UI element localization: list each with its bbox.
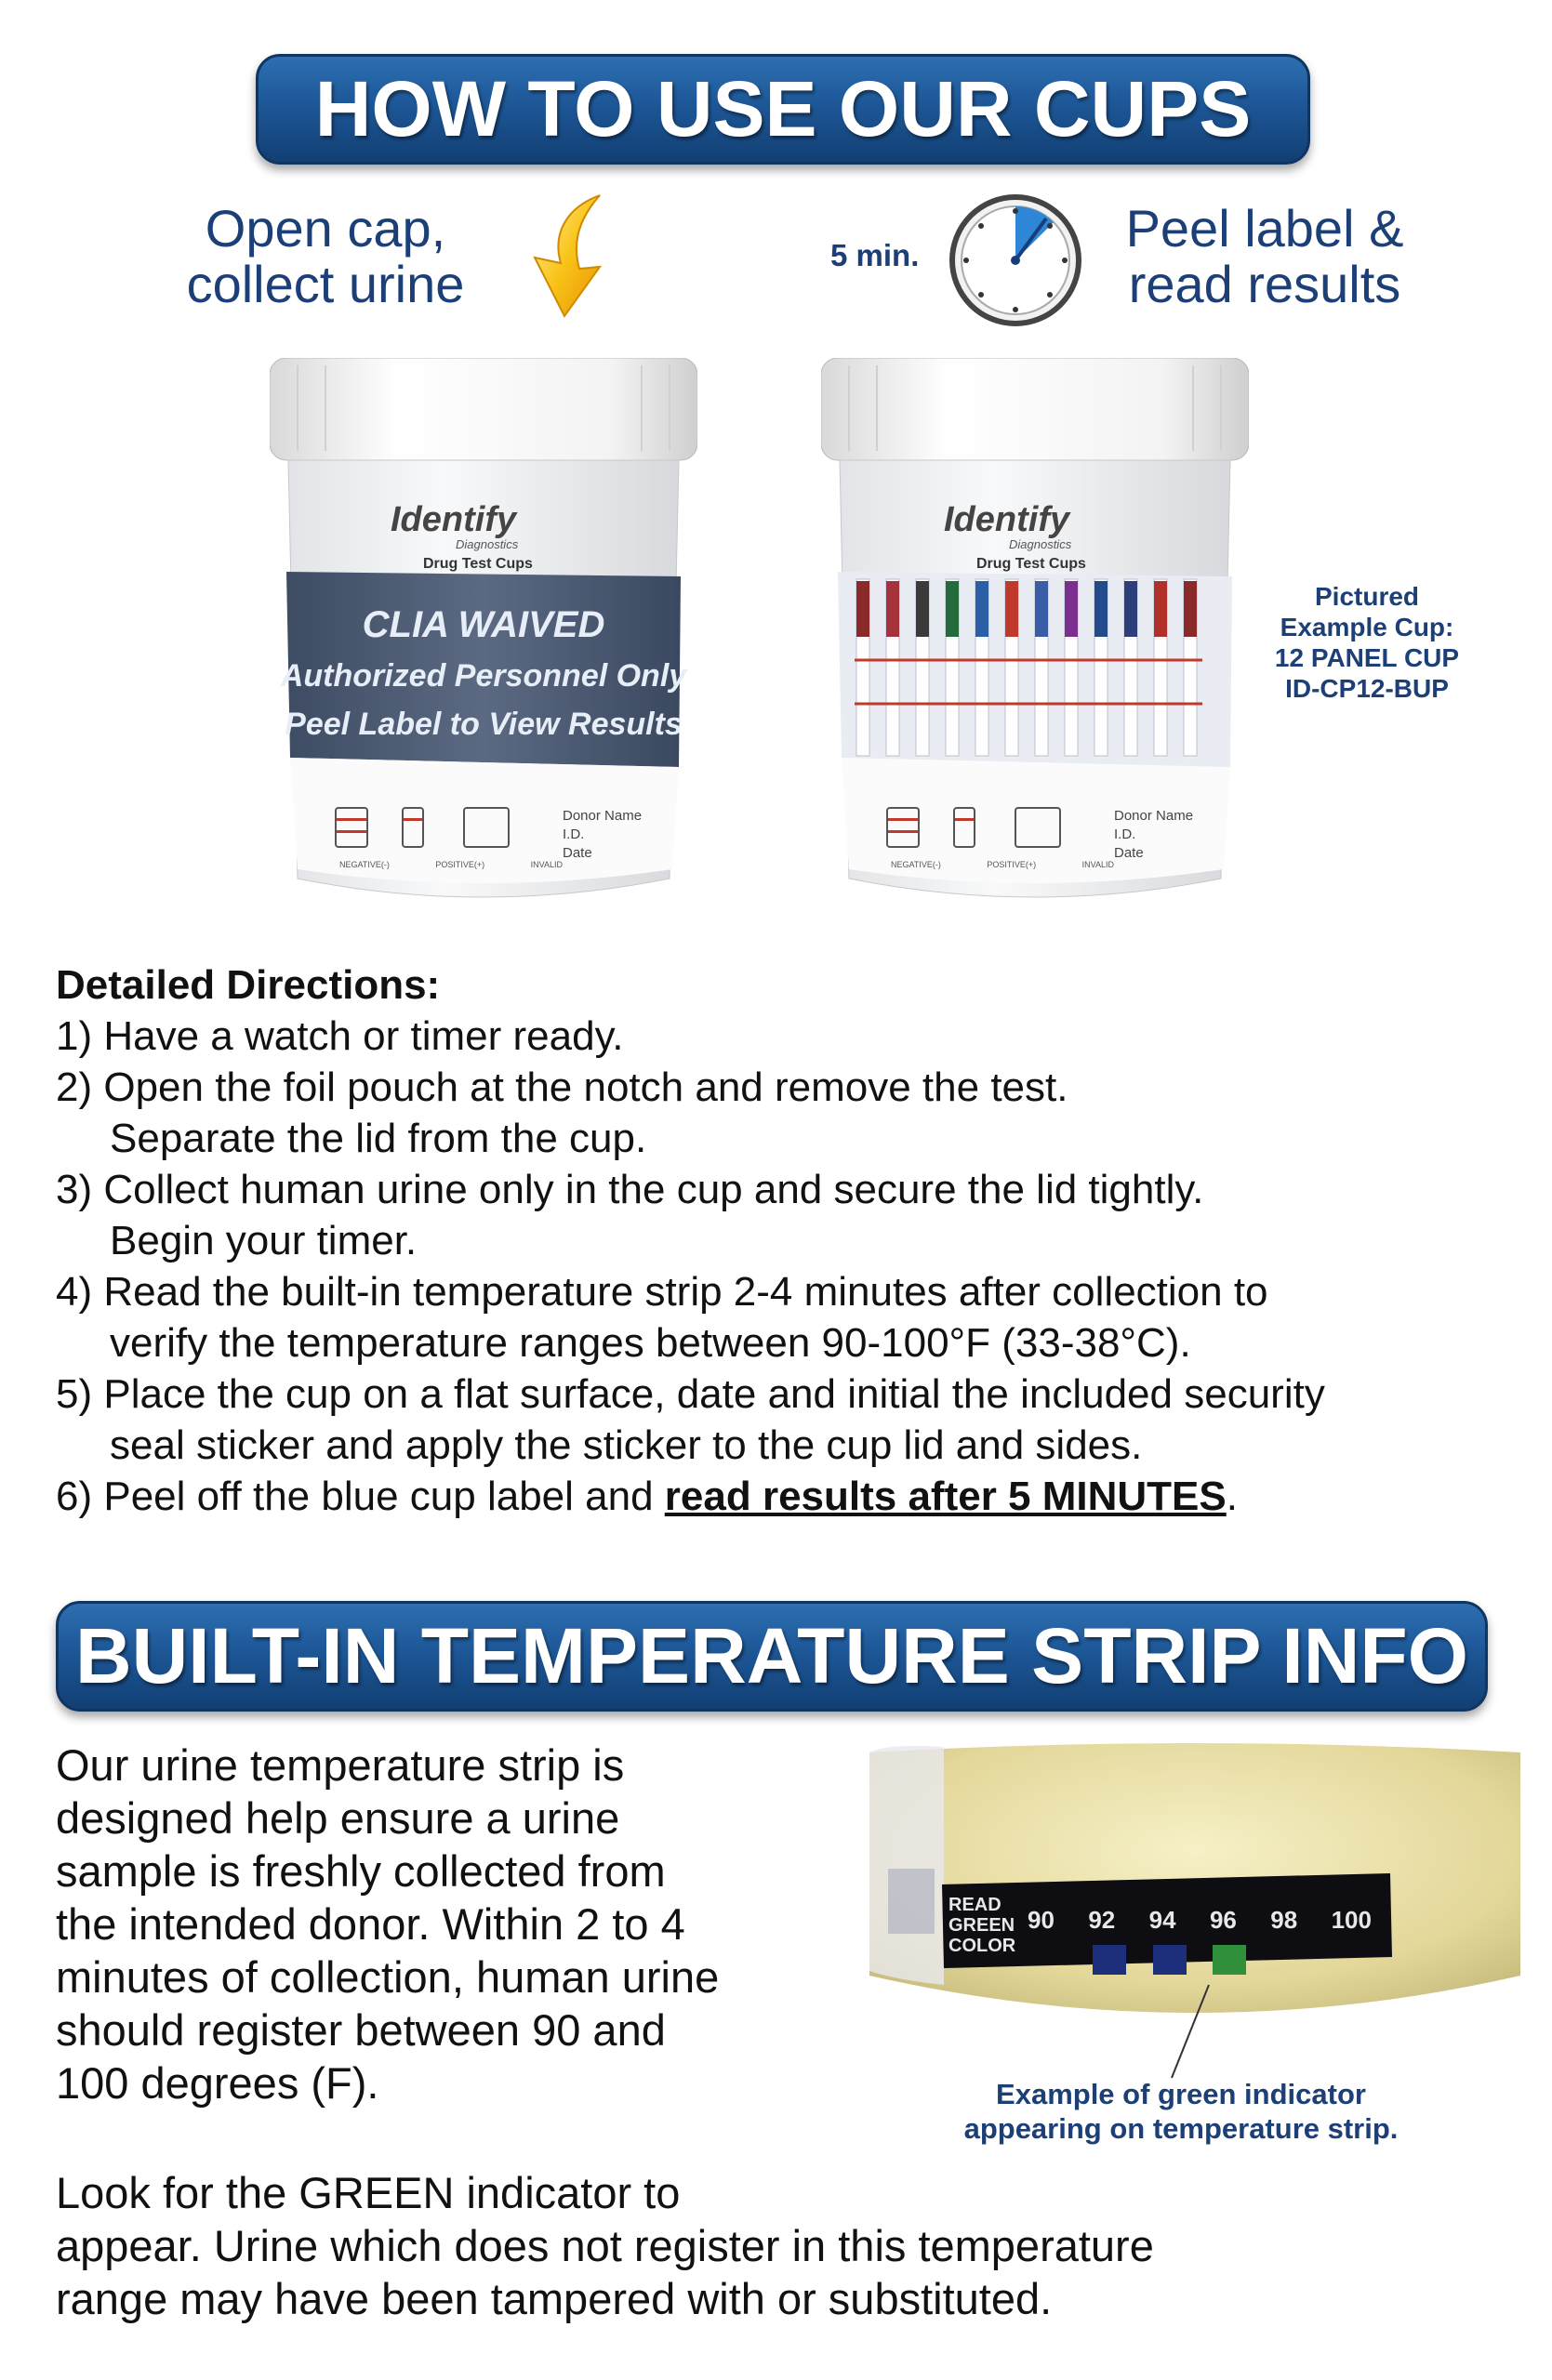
temp-text2-line2: appear. Urine which does not register in this temperature	[56, 2221, 1154, 2270]
direction-step-3: 3) Collect human urine only in the cup and secure the lid tightly.	[56, 1167, 1204, 1212]
strip-value-90: 90	[1028, 1906, 1055, 1934]
left-cup-label-line3: Peel Label to View Results	[285, 707, 683, 742]
strip-swatch-98	[1273, 1945, 1307, 1975]
caption-pointer-line	[1153, 1980, 1227, 2082]
direction-step-1: 1) Have a watch or timer ready.	[56, 1013, 624, 1059]
temp-text-line5: minutes of collection, human urine	[56, 1952, 720, 2002]
form-donor-name: Donor Name	[1114, 808, 1194, 824]
direction-step-4: 4) Read the built-in temperature strip 2-4 minutes after collection to	[56, 1269, 1268, 1315]
left-cup-product: Drug Test Cups	[423, 556, 533, 572]
direction-step-4-cont: verify the temperature ranges between 90-100°F (33-38°C).	[110, 1320, 1191, 1366]
temperature-strip-caption	[921, 2077, 1441, 2146]
strip-swatch-94	[1153, 1945, 1187, 1975]
direction-step-5-cont: seal sticker and apply the sticker to the cup lid and sides.	[110, 1422, 1143, 1468]
strip-value-92: 92	[1088, 1906, 1116, 1934]
strip-read-line2: GREEN	[948, 1915, 1015, 1936]
temp-text2-line1: Look for the GREEN indicator to	[56, 2168, 681, 2217]
step-peel-label-line2: read results	[1128, 255, 1401, 313]
left-cup-brand: Identify	[391, 500, 517, 539]
direction-step-3-cont: Begin your timer.	[110, 1218, 418, 1263]
temperature-strip-banner: BUILT-IN TEMPERATURE STRIP INFO	[56, 1601, 1488, 1712]
temperature-strip-description	[56, 1739, 874, 2109]
left-cup-form	[563, 807, 642, 863]
right-cup-legend	[891, 860, 1114, 869]
direction-step-6-emphasis: read results after 5 MINUTES	[664, 1474, 1227, 1519]
step-open-cap	[167, 201, 484, 312]
left-cup-label-line1: CLIA WAIVED	[362, 604, 605, 645]
direction-step-6-prefix: 6) Peel off the blue cup label and	[56, 1474, 665, 1519]
pictured-example-caption	[1246, 581, 1488, 704]
form-id: I.D.	[1114, 826, 1136, 842]
strip-read-line1: READ	[948, 1895, 1002, 1915]
strip-values	[1028, 1906, 1372, 1935]
strip-value-96: 96	[1209, 1906, 1237, 1934]
strip-value-94: 94	[1148, 1906, 1176, 1934]
temp-text-line6: should register between 90 and	[56, 2005, 666, 2055]
strip-value-100: 100	[1331, 1906, 1372, 1934]
timer-clock-icon	[946, 191, 1085, 330]
left-cup-control-icons	[335, 807, 530, 846]
form-date: Date	[563, 845, 592, 861]
temp-caption-line2: appearing on temperature strip.	[963, 2112, 1399, 2145]
legend-invalid: INVALID	[530, 860, 563, 869]
strip-swatch-90	[1032, 1945, 1066, 1975]
pictured-line2: Example Cup:	[1280, 613, 1454, 641]
legend-negative: NEGATIVE(-)	[891, 860, 941, 869]
directions-heading: Detailed Directions:	[56, 962, 441, 1008]
legend-positive: POSITIVE(+)	[435, 860, 485, 869]
strip-value-98: 98	[1270, 1906, 1298, 1934]
step-peel-label-line1: Peel label &	[1125, 199, 1404, 258]
legend-invalid: INVALID	[1081, 860, 1114, 869]
pictured-line3: 12 PANEL CUP	[1274, 643, 1460, 672]
strip-color-swatches	[1032, 1945, 1367, 1975]
strip-swatch-92	[1093, 1945, 1126, 1975]
right-cup-form	[1114, 807, 1193, 863]
right-cup-brand-sub: Diagnostics	[1009, 537, 1072, 551]
temp-text-line2: designed help ensure a urine	[56, 1793, 620, 1843]
right-cup-control-icons	[886, 807, 1081, 846]
direction-step-6	[56, 1471, 1534, 1522]
strip-read-label	[948, 1895, 1015, 1956]
strip-swatch-96	[1213, 1945, 1246, 1975]
legend-negative: NEGATIVE(-)	[339, 860, 390, 869]
how-to-use-banner: HOW TO USE OUR CUPS	[256, 54, 1310, 165]
detailed-directions	[56, 959, 1534, 1522]
strip-swatch-100	[1333, 1945, 1367, 1975]
temp-text-line4: the intended donor. Within 2 to 4	[56, 1899, 685, 1949]
direction-step-6-suffix: .	[1226, 1474, 1238, 1519]
direction-step-2-cont: Separate the lid from the cup.	[110, 1116, 647, 1161]
temp-caption-line1: Example of green indicator	[996, 2078, 1366, 2110]
pictured-line4: ID-CP12-BUP	[1285, 674, 1449, 703]
form-donor-name: Donor Name	[563, 808, 643, 824]
direction-step-5: 5) Place the cup on a flat surface, date and initial the included security	[56, 1371, 1325, 1417]
right-cup-brand: Identify	[944, 500, 1070, 539]
left-cup-brand-sub: Diagnostics	[456, 537, 519, 551]
form-date: Date	[1114, 845, 1144, 861]
right-cup-product: Drug Test Cups	[976, 556, 1086, 572]
curved-arrow-icon	[507, 191, 618, 321]
green-indicator-description	[56, 2166, 1451, 2325]
temp-text-line7: 100 degrees (F).	[56, 2058, 379, 2108]
temp-text-line3: sample is freshly collected from	[56, 1846, 666, 1896]
legend-positive: POSITIVE(+)	[987, 860, 1037, 869]
form-id: I.D.	[563, 826, 585, 842]
temp-text2-line3: range may have been tampered with or substituted.	[56, 2274, 1053, 2323]
left-cup-legend	[339, 860, 563, 869]
pictured-line1: Pictured	[1314, 582, 1420, 611]
timer-label: 5 min.	[830, 238, 920, 272]
strip-read-line3: COLOR	[948, 1936, 1016, 1956]
step-peel-label	[1097, 201, 1432, 312]
left-cup-label-line2: Authorized Personnel Only	[280, 658, 687, 694]
step-open-cap-line2: collect urine	[186, 255, 465, 313]
step-open-cap-line1: Open cap,	[205, 199, 446, 258]
temp-text-line1: Our urine temperature strip is	[56, 1740, 625, 1790]
direction-step-2: 2) Open the foil pouch at the notch and remove the test.	[56, 1064, 1068, 1110]
